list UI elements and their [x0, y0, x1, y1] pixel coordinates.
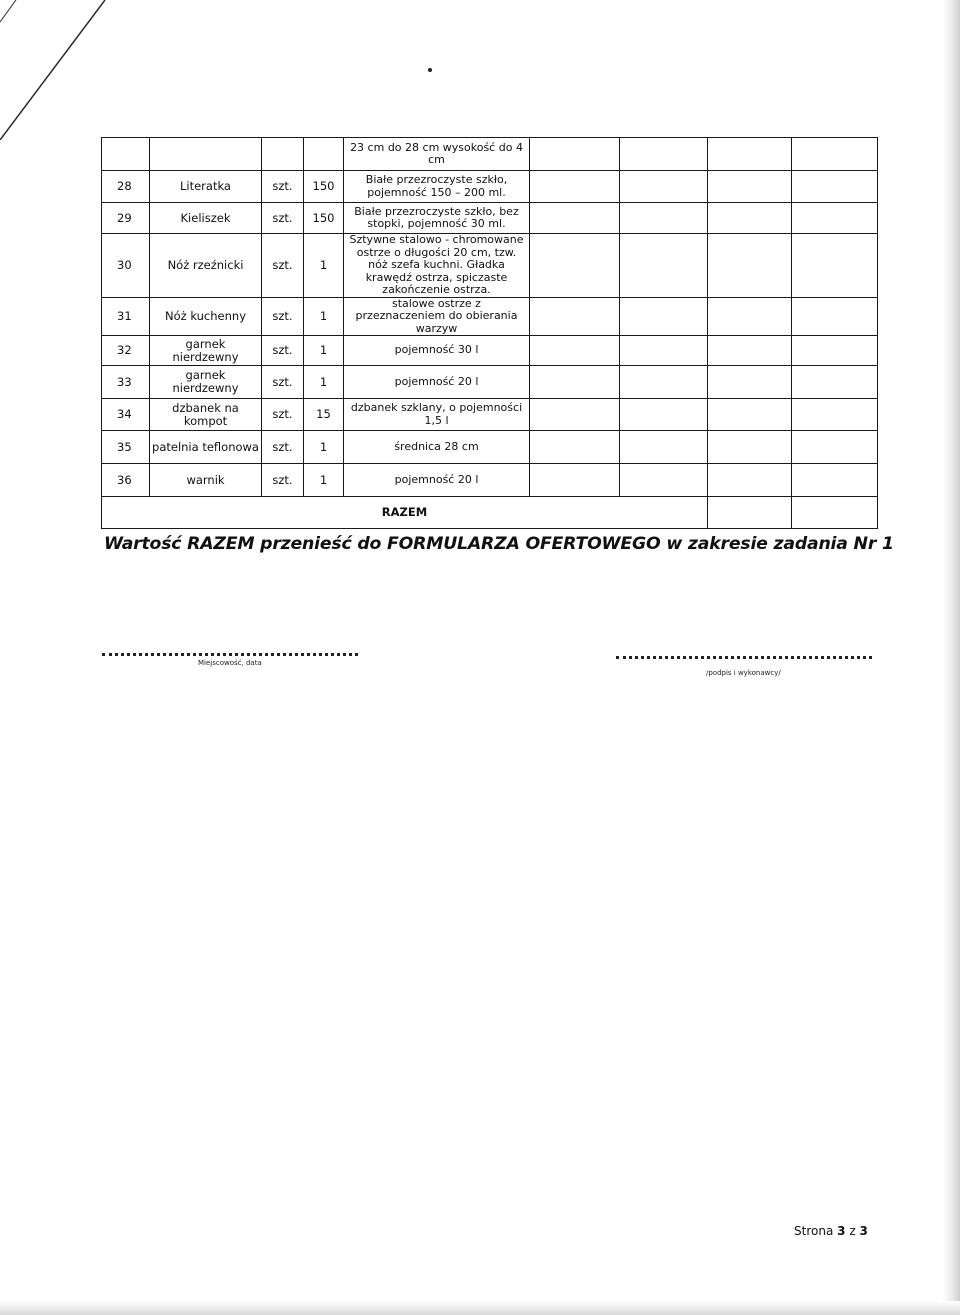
table-row [102, 399, 878, 431]
page-label: Strona [794, 1224, 834, 1238]
scan-edge-bottom [0, 1301, 960, 1315]
item-name-cell: garnek nierdzewny [150, 366, 262, 399]
quantity-cell: 150 [304, 171, 344, 203]
item-name-cell: Nóż kuchenny [150, 297, 262, 336]
page-number [794, 1224, 868, 1238]
empty-price-cell [530, 464, 620, 497]
table-row [102, 138, 878, 171]
empty-price-cell [620, 399, 708, 431]
quantity-cell: 15 [304, 399, 344, 431]
row-number-cell: 35 [102, 431, 150, 464]
row-number-cell [102, 138, 150, 171]
empty-price-cell [792, 171, 878, 203]
table-row [102, 171, 878, 203]
unit-cell: szt. [262, 203, 304, 234]
item-name-cell: warnik [150, 464, 262, 497]
description-cell: Białe przezroczyste szkło, pojemność 150 – 200 ml. [344, 171, 530, 203]
quantity-cell: 1 [304, 431, 344, 464]
total-label: RAZEM [102, 497, 708, 529]
description-cell: stalowe ostrze z przeznaczeniem do obierania warzyw [344, 297, 530, 336]
unit-cell: szt. [262, 297, 304, 336]
table-row [102, 234, 878, 298]
unit-cell: szt. [262, 366, 304, 399]
page-corner-fold [0, 0, 120, 140]
empty-price-cell [620, 297, 708, 336]
empty-price-cell [792, 399, 878, 431]
empty-price-cell [530, 203, 620, 234]
table-row [102, 203, 878, 234]
empty-price-cell [708, 138, 792, 171]
page-current: 3 [837, 1224, 846, 1238]
row-number-cell: 36 [102, 464, 150, 497]
empty-price-cell [708, 431, 792, 464]
item-name-cell: patelnia teflonowa [150, 431, 262, 464]
empty-price-cell [708, 366, 792, 399]
table-row [102, 431, 878, 464]
empty-price-cell [530, 431, 620, 464]
empty-price-cell [792, 234, 878, 298]
row-number-cell: 33 [102, 366, 150, 399]
description-cell: Białe przezroczyste szkło, bez stopki, pojemność 30 ml. [344, 203, 530, 234]
row-number-cell: 28 [102, 171, 150, 203]
description-cell: 23 cm do 28 cm wysokość do 4 cm [344, 138, 530, 171]
place-date-caption: Miejscowość, data [198, 659, 262, 667]
empty-price-cell [708, 203, 792, 234]
page-total: 3 [859, 1224, 868, 1238]
unit-cell: szt. [262, 336, 304, 366]
unit-cell: szt. [262, 399, 304, 431]
offer-table [101, 137, 878, 529]
table-row [102, 464, 878, 497]
description-cell: pojemność 30 l [344, 336, 530, 366]
description-cell: Sztywne stalowo - chromowane ostrze o długości 20 cm, tzw. nóż szefa kuchni. Gładka krawędź ostrza, spiczaste zakończenie ostrza. [344, 234, 530, 298]
quantity-cell: 1 [304, 234, 344, 298]
empty-price-cell [620, 138, 708, 171]
row-number-cell: 29 [102, 203, 150, 234]
quantity-cell: 1 [304, 336, 344, 366]
empty-price-cell [530, 399, 620, 431]
table-row [102, 366, 878, 399]
item-name-cell: Nóż rzeźnicki [150, 234, 262, 298]
total-value-cell [708, 497, 792, 529]
empty-price-cell [620, 234, 708, 298]
empty-price-cell [708, 336, 792, 366]
empty-price-cell [708, 234, 792, 298]
place-date-dotted-line [102, 653, 358, 656]
row-number-cell: 34 [102, 399, 150, 431]
total-value-cell [792, 497, 878, 529]
description-cell: pojemność 20 l [344, 366, 530, 399]
quantity-cell: 1 [304, 464, 344, 497]
empty-price-cell [620, 336, 708, 366]
unit-cell: szt. [262, 431, 304, 464]
empty-price-cell [530, 138, 620, 171]
quantity-cell: 1 [304, 366, 344, 399]
empty-price-cell [530, 366, 620, 399]
quantity-cell [304, 138, 344, 171]
empty-price-cell [620, 366, 708, 399]
empty-price-cell [530, 234, 620, 298]
row-number-cell: 32 [102, 336, 150, 366]
unit-cell: szt. [262, 234, 304, 298]
description-cell: pojemność 20 l [344, 464, 530, 497]
transfer-note: Wartość RAZEM przenieść do FORMULARZA OFERTOWEGO w zakresie zadania Nr 1 [104, 534, 894, 554]
signature-dotted-line [616, 656, 872, 659]
quantity-cell: 150 [304, 203, 344, 234]
empty-price-cell [620, 431, 708, 464]
empty-price-cell [792, 336, 878, 366]
empty-price-cell [792, 203, 878, 234]
empty-price-cell [530, 297, 620, 336]
item-name-cell [150, 138, 262, 171]
ink-speck [428, 68, 432, 72]
quantity-cell: 1 [304, 297, 344, 336]
description-cell: średnica 28 cm [344, 431, 530, 464]
empty-price-cell [620, 464, 708, 497]
empty-price-cell [708, 399, 792, 431]
empty-price-cell [792, 297, 878, 336]
empty-price-cell [708, 464, 792, 497]
unit-cell: szt. [262, 171, 304, 203]
unit-cell [262, 138, 304, 171]
row-number-cell: 31 [102, 297, 150, 336]
item-name-cell: garnek nierdzewny [150, 336, 262, 366]
signature-caption: /podpis i wykonawcy/ [706, 669, 781, 677]
empty-price-cell [620, 171, 708, 203]
empty-price-cell [792, 138, 878, 171]
empty-price-cell [708, 171, 792, 203]
empty-price-cell [792, 464, 878, 497]
empty-price-cell [530, 336, 620, 366]
empty-price-cell [530, 171, 620, 203]
item-name-cell: dzbanek na kompot [150, 399, 262, 431]
item-name-cell: Literatka [150, 171, 262, 203]
total-row [102, 497, 878, 529]
table-row [102, 336, 878, 366]
empty-price-cell [708, 297, 792, 336]
item-name-cell: Kieliszek [150, 203, 262, 234]
scan-edge-right [942, 0, 960, 1315]
row-number-cell: 30 [102, 234, 150, 298]
empty-price-cell [620, 203, 708, 234]
description-cell: dzbanek szklany, o pojemności 1,5 l [344, 399, 530, 431]
table-row [102, 297, 878, 336]
empty-price-cell [792, 366, 878, 399]
empty-price-cell [792, 431, 878, 464]
unit-cell: szt. [262, 464, 304, 497]
page-separator: z [849, 1224, 856, 1238]
